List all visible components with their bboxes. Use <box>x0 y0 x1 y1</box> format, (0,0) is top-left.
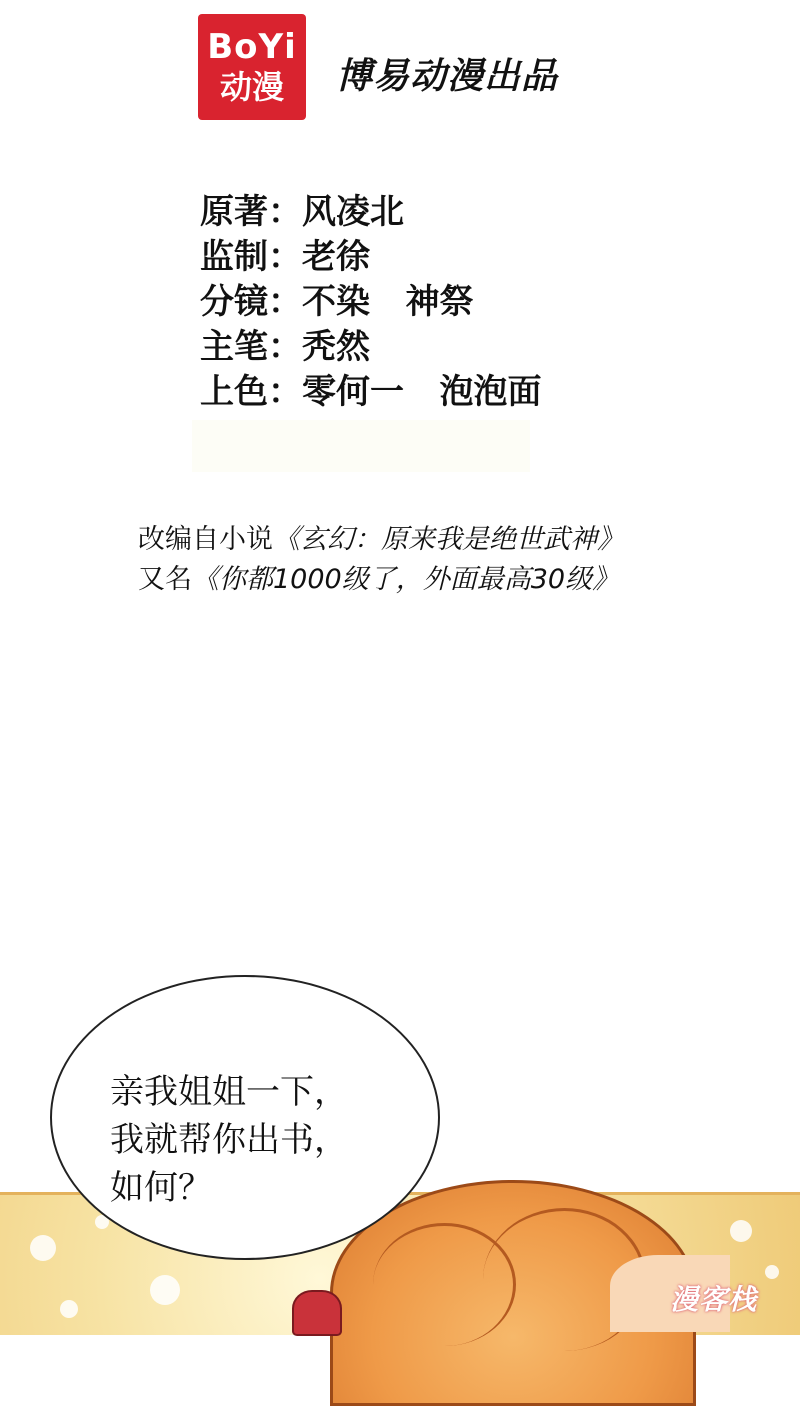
speech-line: 亲我姐姐一下， <box>110 1072 348 1112</box>
speech-bubble-text <box>110 1068 348 1212</box>
adaptation-note <box>138 520 624 600</box>
site-watermark: 漫客栈 <box>670 1283 758 1316</box>
speech-line: 如何？ <box>110 1168 212 1208</box>
hair-ribbon <box>292 1290 342 1336</box>
credit-role: 上色： <box>200 372 302 412</box>
logo-text-latin: BoYi <box>207 27 297 67</box>
adaptation-prefix: 改编自小说 <box>138 524 273 555</box>
credit-row-storyboard <box>200 280 542 325</box>
credit-names: 风凌北 <box>302 192 404 232</box>
credit-role: 原著： <box>200 192 302 232</box>
credit-row-colorist <box>200 370 542 415</box>
credit-names: 老徐 <box>302 237 370 277</box>
adaptation-line-2 <box>138 560 624 600</box>
studio-name: 博易动漫出品 <box>336 56 559 97</box>
pale-background-patch <box>192 420 530 472</box>
alias-prefix: 又名 <box>138 564 192 595</box>
alias-title: 《你都1000级了，外面最高30级》 <box>192 564 620 595</box>
speech-line: 我就帮你出书， <box>110 1120 348 1160</box>
credit-role: 监制： <box>200 237 302 277</box>
credit-role: 主笔： <box>200 327 302 367</box>
credit-row-lead-artist <box>200 325 542 370</box>
logo-text-cn: 动漫 <box>219 68 284 106</box>
credit-names: 秃然 <box>302 327 370 367</box>
credit-names: 零何一 泡泡面 <box>302 372 542 412</box>
credit-role: 分镜： <box>200 282 302 322</box>
credit-row-original-author <box>200 190 542 235</box>
novel-title: 《玄幻：原来我是绝世武神》 <box>273 524 624 555</box>
credit-names: 不染 神祭 <box>302 282 474 322</box>
credit-row-producer <box>200 235 542 280</box>
adaptation-line-1 <box>138 520 624 560</box>
credits-block <box>200 190 542 415</box>
boyi-logo <box>198 14 306 120</box>
